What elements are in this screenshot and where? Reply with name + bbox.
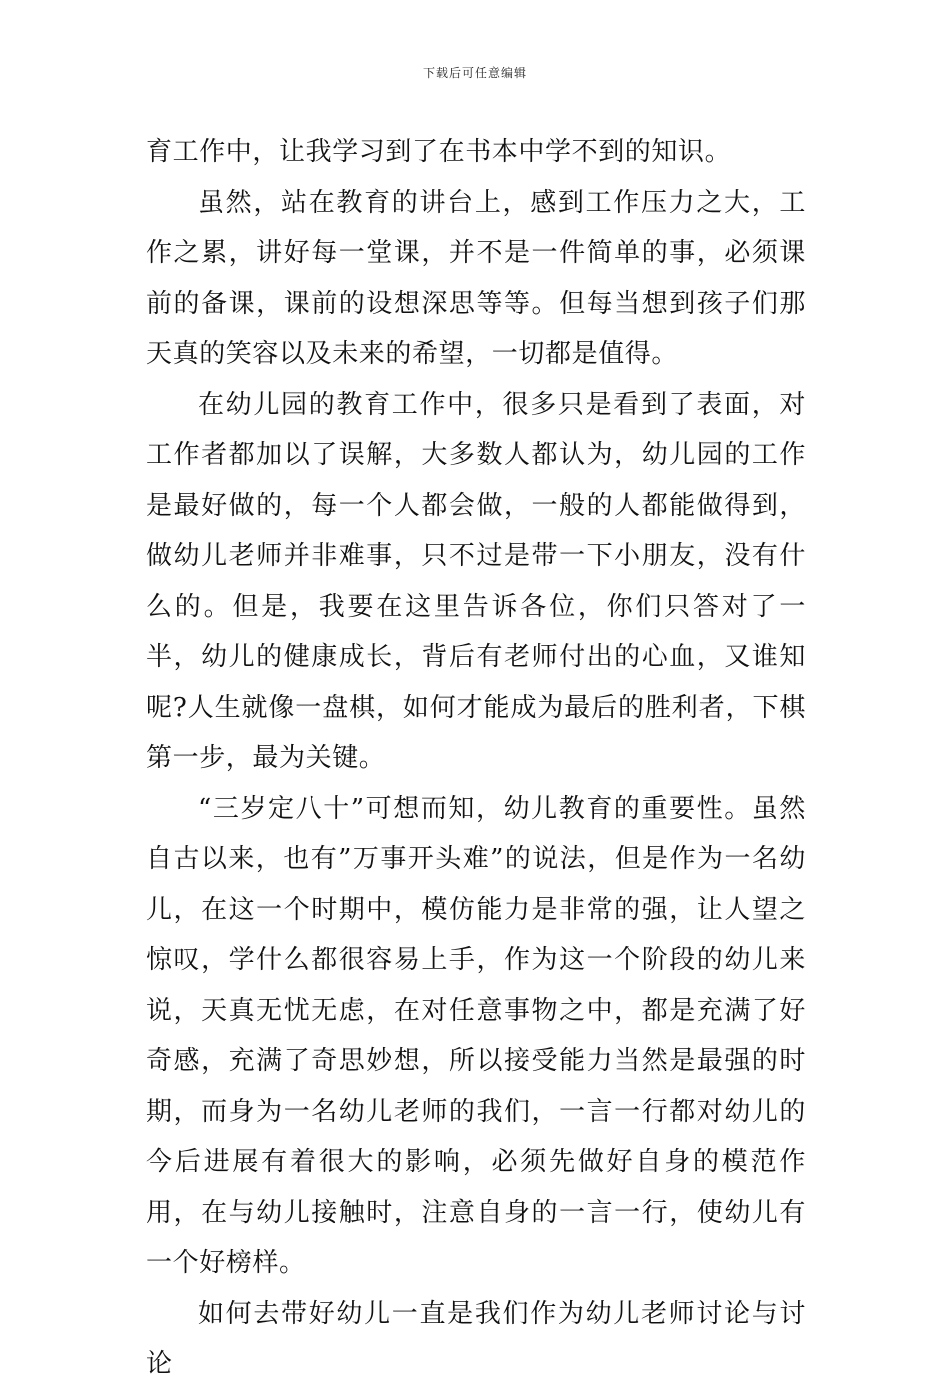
paragraph: “三岁定八十”可想而知，幼儿教育的重要性。虽然自古以来，也有”万事开头难”的说法，但是作为一名幼儿，在这一个时期中，模仿能力是非常的强，让人望之惊叹，学什么都很容易上手，作为这一个阶段的幼儿来说，天真无忧无虑，在对任意事物之中，都是充满了好奇感，充满了奇思妙想，所以接受能力当然是最强的时期，而身为一名幼儿老师的我们，一言一行都对幼儿的今后进展有着很大的影响，必须先做好自身的模范作用，在与幼儿接触时，注意自身的一言一行，使幼儿有一个好榜样。	[146, 793, 806, 1278]
paragraph: 虽然，站在教育的讲台上，感到工作压力之大，工作之累，讲好每一堂课，并不是一件简单的事，必须课前的备课，课前的设想深思等等。但每当想到孩子们那天真的笑容以及未来的希望，一切都是值得。	[146, 187, 806, 369]
paragraph: 在幼儿园的教育工作中，很多只是看到了表面，对工作者都加以了误解，大多数人都认为，幼儿园的工作是最好做的，每一个人都会做，一般的人都能做得到，做幼儿老师并非难事，只不过是带一下小朋友，没有什么的。但是，我要在这里告诉各位，你们只答对了一半，幼儿的健康成长，背后有老师付出的心血，又谁知呢?人生就像一盘棋，如何才能成为最后的胜利者，下棋第一步，最为关键。	[146, 389, 806, 773]
paragraph: 如何去带好幼儿一直是我们作为幼儿老师讨论与讨论	[146, 1298, 806, 1379]
document-body	[146, 127, 806, 1390]
paragraph-continued: 育工作中，让我学习到了在书本中学不到的知识。	[146, 137, 732, 167]
page-header: 下载后可任意编辑	[422, 66, 527, 80]
